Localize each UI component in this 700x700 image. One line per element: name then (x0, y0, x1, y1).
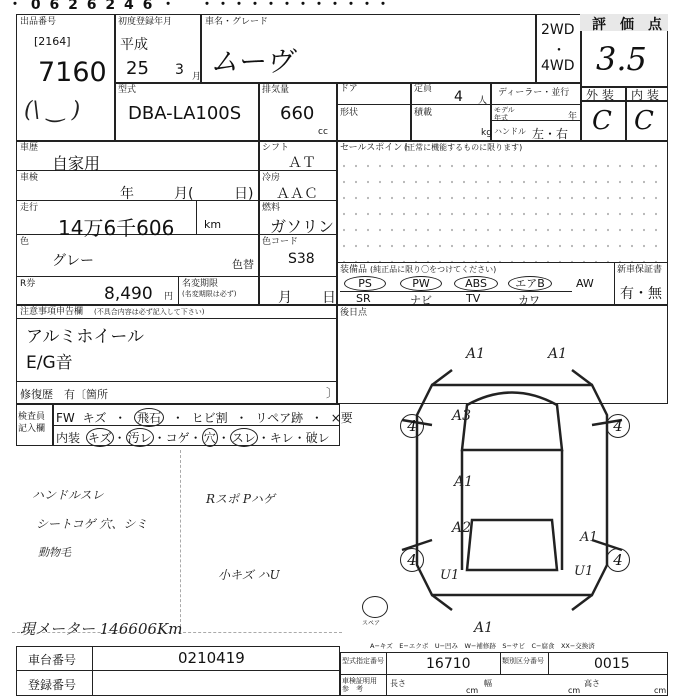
model-year-label: モデル 年式 (494, 106, 515, 122)
ac-value: ＡＡＣ (276, 186, 318, 202)
lot-label: 出品番号 (20, 17, 57, 27)
cert-width-unit: cm (568, 686, 581, 695)
int-label: 内 装 (631, 88, 659, 102)
inspector-row1: FW キズ ・ 飛石 ・ ヒビ割 ・ リペア跡 ・ ×要 (56, 408, 353, 427)
cert-length-unit: cm (466, 686, 479, 695)
tire-fr: 4 (606, 414, 630, 438)
model-code-value: DBA-LA100S (128, 103, 242, 124)
damage-legend: A−キズ E−エクボ U−凹み W−補修跡 S−サビ C−腐食 XX−交換済 (370, 642, 595, 650)
model-name-value: ムーヴ (210, 45, 293, 78)
first-reg-era: 平成 (120, 37, 148, 53)
hw-odo: 現メーター 146606Km (20, 620, 183, 638)
capacity-value: 4 (454, 89, 463, 105)
dealer-label: ディーラー・並行 (498, 88, 570, 98)
history-value: 自家用 (52, 154, 101, 173)
first-reg-month-unit: 月 (192, 72, 202, 82)
drive-2wd: 2WD (541, 22, 575, 38)
recycle-unit: 円 (164, 292, 174, 302)
equip-pw: PW (400, 276, 442, 291)
shift-label: シフト (262, 143, 290, 153)
capacity-unit: 人 (478, 96, 488, 106)
repair-end: 〕 (326, 386, 339, 400)
ext-label: 外 装 (586, 88, 614, 102)
tax-month: 月 (278, 290, 292, 306)
hw-l3: 動物毛 (38, 546, 71, 559)
load-unit: kg (481, 128, 492, 138)
tax-label: 名変期限 (182, 279, 219, 289)
equip-tv: TV (466, 292, 481, 305)
notes-line1: アルミホイール (26, 327, 144, 347)
displacement-label: 排気量 (262, 85, 290, 95)
equip-navi: ナビ (410, 294, 432, 307)
cert-length: 長さ (390, 679, 406, 688)
first-reg-month: 3 (175, 62, 184, 78)
header-strip: ・ 0 6 2 6 2 4 6 ・ (8, 0, 178, 13)
repair-value: 有〔箇所 (64, 388, 108, 401)
spare-tire-icon (362, 596, 388, 618)
cert-height: 高さ (584, 679, 600, 688)
mark-a2: A2 (452, 520, 472, 536)
equip-airbag: エアB (508, 276, 552, 291)
color-code-value: S38 (288, 251, 315, 267)
history-label: 車歴 (20, 143, 39, 153)
doors-label: ドア (340, 84, 358, 94)
first-reg-label: 初度登録年月 (118, 17, 173, 27)
after-inspection-label: 後日点 (340, 308, 368, 318)
spare-label: スペア (362, 620, 381, 627)
handle-label: ハンドル (494, 127, 526, 136)
model-code-label: 型式 (118, 85, 137, 95)
tire-rl: 4 (400, 548, 424, 572)
tax-sub: (名変期限は必ず) (182, 290, 237, 298)
mileage-unit: km (204, 218, 222, 231)
color-value: グレー (52, 253, 94, 269)
inspection-day: 日) (234, 186, 254, 202)
first-reg-year: 25 (126, 58, 149, 79)
chassis-value: 0210419 (178, 649, 245, 667)
equip-leather: カワ (518, 294, 540, 307)
equip-abs: ABS (454, 276, 498, 291)
color-repaint: 色替 (232, 258, 254, 271)
chassis-label: 車台番号 (28, 653, 77, 667)
mark-a3: A3 (452, 408, 472, 424)
inspector-label2: 記入欄 (18, 424, 46, 434)
category-no-value: 0015 (594, 656, 630, 672)
model-no-label: 型式指定番号 (342, 657, 384, 665)
fuel-label: 燃料 (262, 203, 281, 213)
repair-label: 修復歴 (20, 388, 53, 401)
shape-label: 形状 (340, 108, 359, 118)
mileage-label: 走行 (20, 203, 39, 213)
hw-r2: 小キズ ハU (218, 568, 280, 582)
mark-u1-left: U1 (440, 568, 460, 583)
tire-rr: 4 (606, 548, 630, 572)
sales-point-label: セールスポイント (340, 143, 412, 153)
displacement-value: 660 (280, 103, 315, 124)
hw-l2: シートコゲ 穴、シミ (36, 517, 148, 531)
category-no-label: 類別区分番号 (502, 657, 544, 665)
fuel-value: ガソリン (270, 217, 335, 236)
tax-day: 日 (322, 290, 336, 306)
lot-code: [2164] (34, 35, 71, 48)
cert-height-unit: cm (654, 686, 667, 695)
int-grade: C (634, 106, 654, 136)
score-value: 3.5 (596, 40, 647, 78)
inspection-year: 年 (120, 186, 134, 202)
ext-grade: C (592, 106, 612, 136)
color-label: 色 (20, 237, 30, 247)
model-name-label: 車名・グレード (205, 17, 269, 27)
equipment-note: (純正品に限り〇をつけてください) (370, 265, 497, 274)
inspection-month: 月( (174, 186, 194, 202)
inspector-row2: 内装 キズ ・ 汚レ ・コゲ・ 穴 ・ スレ ・キレ・破レ (56, 428, 330, 447)
equip-ps: PS (344, 276, 386, 291)
cert-label: 車検証明用 参 考 (342, 677, 377, 693)
displacement-unit: cc (318, 127, 328, 137)
inspection-label: 車検 (20, 173, 39, 183)
equipment-label: 装備品 (340, 265, 368, 275)
inspector-label1: 検査員 (18, 412, 46, 422)
color-code-label: 色コード (262, 237, 299, 247)
mark-a1-top-left: A1 (466, 346, 486, 362)
handle-value: 左・右 (532, 127, 569, 141)
warranty-value: 有・無 (620, 286, 662, 302)
mark-u1-right: U1 (574, 564, 594, 579)
header-strip-right: ・・・・・・・・・・・・ (200, 0, 392, 13)
shift-value: ＡＴ (288, 155, 316, 171)
equip-aw: AW (576, 277, 594, 290)
recycle-value: 8,490 (104, 284, 153, 304)
drive-4wd: 4WD (541, 58, 575, 74)
hw-r1: Rスポ Pハゲ (206, 492, 275, 506)
score-label: 評 価 点 (592, 17, 662, 33)
model-no-value: 16710 (426, 656, 471, 672)
equip-sr: SR (356, 292, 371, 305)
recycle-label: R券 (20, 279, 36, 289)
notes-sub: (不具合内容は必ず記入して下さい) (94, 308, 205, 316)
cert-width: 幅 (484, 679, 492, 688)
lot-number: 7160 (38, 57, 107, 88)
drive-dot: ・ (552, 43, 566, 59)
mark-a1-right: A1 (580, 530, 598, 545)
notes-line2: E/G音 (26, 353, 73, 373)
model-year-unit: 年 (568, 112, 578, 122)
car-diagram (392, 340, 652, 640)
load-label: 積載 (414, 108, 433, 118)
mileage-value: 14万6千606 (58, 216, 175, 240)
sales-point-note: (正常に機能するものに限ります) (404, 143, 523, 152)
notes-label: 注意事項申告欄 (20, 307, 84, 317)
hw-l1: ハンドルスレ (32, 488, 104, 502)
mark-a1-side: A1 (454, 474, 474, 490)
tire-fl: 4 (400, 414, 424, 438)
warranty-label: 新車保証書 (617, 265, 663, 275)
ac-label: 冷房 (262, 173, 281, 183)
mark-a1-top-right: A1 (548, 346, 568, 362)
registration-label: 登録番号 (28, 678, 77, 692)
mark-a1-rear: A1 (474, 620, 494, 636)
capacity-label: 定員 (414, 84, 433, 94)
